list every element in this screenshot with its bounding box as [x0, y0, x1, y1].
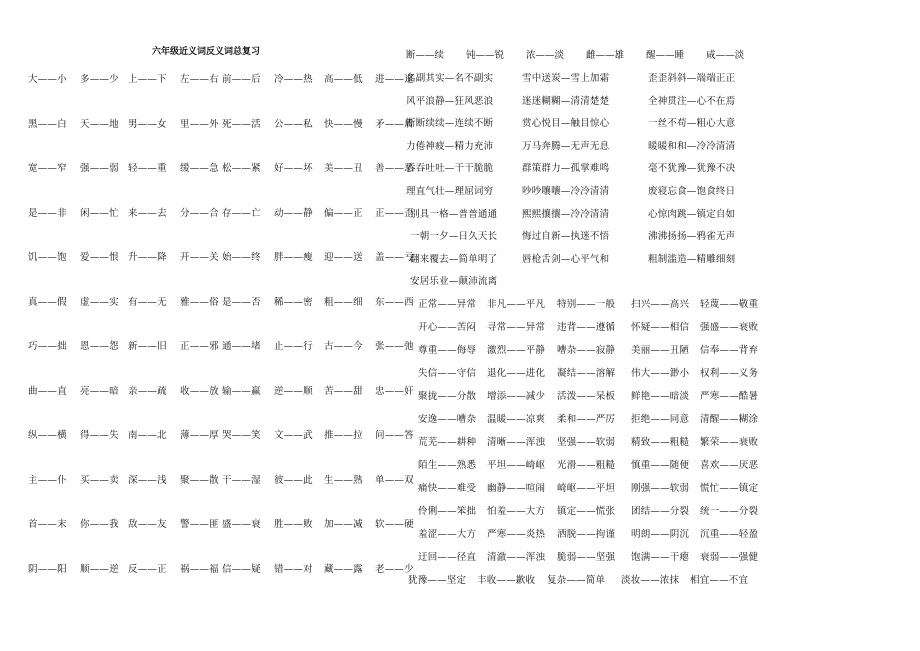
- word-pair: 繁荣——衰败: [700, 437, 759, 448]
- antonym-pair: 深——浅: [128, 474, 167, 486]
- antonym-pair: 盛——衰: [222, 519, 261, 530]
- antonym-pair: 买——卖: [80, 474, 119, 486]
- antonym-pair: 加——减: [324, 519, 363, 530]
- antonym-pair: 开——关: [180, 252, 219, 263]
- idiom-pair: 歪歪斜斜—端端正正: [648, 73, 736, 84]
- antonym-pair: 咸——淡: [706, 50, 745, 61]
- antonym-pair: 正——邪: [180, 341, 219, 352]
- antonym-pair: 阴——阳: [28, 563, 67, 575]
- idiom-pair: 雪中送炭—雪上加霜: [522, 73, 610, 84]
- idiom-pair: 一丝不苟—粗心大意: [648, 118, 736, 130]
- antonym-pair: 古——今: [324, 341, 363, 352]
- idiom-pair: 翻来覆去—简单明了: [410, 253, 498, 265]
- word-pair: 相宜——不宜: [690, 575, 749, 586]
- word-pair: 怕羞——大方: [487, 506, 546, 517]
- idiom-pair: 理直气壮—理屈词穷: [406, 186, 494, 197]
- antonym-pair: 矛——盾: [375, 118, 414, 130]
- idiom-pair: 暖暖和和—冷冷清清: [648, 140, 736, 152]
- antonym-pair: 祸——福: [180, 563, 219, 575]
- antonym-pair: 张——弛: [375, 341, 414, 352]
- antonym-pair: 冷——热: [274, 74, 313, 85]
- idiom-pair: 一朝一夕—日久天长: [410, 231, 498, 243]
- word-pair: 沉重——轻盈: [700, 529, 759, 540]
- antonym-pair: 推——拉: [324, 430, 363, 441]
- antonym-pair: 忠——奸: [375, 385, 414, 397]
- word-pair: 坚强——软弱: [557, 437, 616, 448]
- antonym-pair: 收——放: [180, 385, 219, 397]
- antonym-pair: 顺——逆: [80, 563, 119, 575]
- antonym-pair: 东——西: [375, 296, 414, 308]
- antonym-pair: 通——堵: [222, 341, 261, 352]
- word-pair: 非凡——平凡: [487, 299, 546, 310]
- word-pair: 失信——守信: [418, 368, 477, 379]
- idiom-pair: 熙熙攘攘—冷冷清清: [522, 208, 610, 220]
- word-pair: 洒脱——拘谨: [557, 529, 616, 540]
- word-pair: 荒芜——耕种: [418, 437, 477, 448]
- word-pair: 清澈——浑浊: [487, 552, 546, 563]
- word-pair: 嘈杂——寂静: [557, 345, 616, 356]
- word-pair: 强盛——衰败: [700, 322, 759, 333]
- antonym-pair: 巧——拙: [28, 341, 67, 352]
- antonym-pair: 粗——细: [324, 296, 363, 308]
- word-pair: 安逸——嘈杂: [418, 414, 477, 425]
- antonym-pair: 盖——亏: [375, 252, 414, 263]
- antonym-pair: 聚——散: [180, 474, 219, 486]
- idiom-pair: 唇枪舌剑—心平气和: [522, 253, 610, 265]
- word-pair: 慎重——随便: [631, 460, 690, 471]
- word-pair: 伶俐——笨拙: [418, 506, 477, 517]
- antonym-pair: 宽——窄: [28, 163, 67, 174]
- word-pair: 信奉——背弃: [700, 345, 759, 356]
- antonym-pair: 雅——俗: [180, 296, 219, 308]
- word-pair: 明朗——阴沉: [631, 529, 690, 540]
- word-pair: 幽静——喧闹: [487, 483, 546, 494]
- word-pair: 权利——义务: [700, 368, 759, 379]
- word-pair: 刚强——软弱: [631, 483, 690, 494]
- antonym-pair: 得——失: [80, 430, 119, 441]
- word-pair: 光滑——粗糙: [557, 460, 616, 471]
- antonym-pair: 是——否: [222, 296, 261, 308]
- antonym-pair: 好——坏: [274, 163, 313, 174]
- antonym-pair: 左——右: [180, 74, 219, 85]
- idiom-pair: 赏心悦目—触目惊心: [522, 118, 610, 130]
- word-pair: 团结——分裂: [631, 506, 690, 517]
- word-pair: 凝结——溶解: [557, 368, 616, 379]
- idiom-pair: 毫不犹豫—犹豫不决: [648, 163, 736, 175]
- antonym-pair: 动——静: [274, 207, 313, 219]
- idiom-pair: 群策群力—孤掌难鸣: [522, 163, 610, 175]
- idiom-pair: 废寝忘食—饱食终日: [648, 186, 736, 197]
- word-pair: 衰弱——强健: [700, 552, 759, 563]
- word-pair: 迂回——径直: [418, 552, 477, 563]
- antonym-pair: 多——少: [80, 74, 119, 85]
- antonym-pair: 文——武: [274, 430, 313, 441]
- antonym-pair: 饥——饱: [28, 252, 67, 263]
- idiom-pair: 风平浪静—狂风恶浪: [406, 95, 494, 107]
- antonym-pair: 迎——送: [324, 252, 363, 263]
- antonym-pair: 恩——怨: [80, 341, 119, 352]
- antonym-pair: 天——地: [80, 118, 119, 130]
- antonym-pair: 爱——恨: [80, 252, 119, 263]
- antonym-pair: 真——假: [28, 296, 67, 308]
- word-pair: 特别——一般: [557, 299, 616, 310]
- antonym-pair: 醒——睡: [646, 50, 685, 61]
- antonym-pair: 强——弱: [80, 163, 119, 174]
- antonym-pair: 薄——厚: [180, 430, 219, 441]
- word-pair: 清晰——浑浊: [487, 437, 546, 448]
- word-pair: 退化——进化: [487, 368, 546, 379]
- word-pair: 拒绝——同意: [631, 414, 690, 425]
- word-pair: 严寒——炎热: [487, 529, 546, 540]
- antonym-pair: 主——仆: [28, 474, 67, 486]
- antonym-pair: 雌——雄: [586, 50, 625, 61]
- antonym-pair: 错——对: [274, 563, 313, 575]
- word-pair: 清醒——糊涂: [700, 414, 759, 425]
- word-pair: 羞涩——大方: [418, 529, 477, 540]
- antonym-pair: 藏——露: [324, 563, 363, 575]
- word-pair: 伟大——渺小: [631, 368, 690, 379]
- antonym-pair: 前——后: [222, 74, 261, 85]
- antonym-pair: 有——无: [128, 296, 167, 308]
- antonym-pair: 轻——重: [128, 163, 167, 174]
- word-pair: 温暖——凉爽: [487, 414, 546, 425]
- word-pair: 寻常——异常: [487, 322, 546, 333]
- word-pair: 开心——苦闷: [418, 322, 477, 333]
- antonym-pair: 高——低: [324, 74, 363, 85]
- word-pair: 崎岖——平坦: [557, 483, 616, 494]
- antonym-pair: 里——外: [180, 118, 219, 130]
- idiom-pair: 吵吵嚷嚷—冷冷清清: [522, 186, 610, 197]
- idiom-pair: 安居乐业—颠沛流离: [410, 276, 498, 288]
- idiom-pair: 全神贯注—心不在焉: [648, 95, 736, 107]
- word-pair: 怀疑——相信: [631, 322, 690, 333]
- antonym-pair: 上——下: [128, 74, 167, 85]
- word-pair: 鲜艳——暗淡: [631, 391, 690, 402]
- antonym-pair: 缓——急: [180, 163, 219, 174]
- antonym-pair: 输——赢: [222, 385, 261, 397]
- antonym-pair: 断——续: [406, 50, 445, 61]
- antonym-pair: 警——匪: [180, 519, 219, 530]
- word-pair: 正常——异常: [418, 299, 477, 310]
- antonym-pair: 大——小: [28, 74, 67, 85]
- antonym-pair: 升——降: [128, 252, 167, 263]
- word-pair: 丰收——歉收: [477, 575, 536, 586]
- antonym-pair: 首——末: [28, 519, 67, 530]
- antonym-pair: 黑——白: [28, 118, 67, 130]
- antonym-pair: 快——慢: [324, 118, 363, 130]
- idiom-pair: 心惊肉跳—镇定自如: [648, 208, 736, 220]
- antonym-pair: 亮——暗: [80, 385, 119, 397]
- antonym-pair: 苦——甜: [324, 385, 363, 397]
- antonym-pair: 松——紧: [222, 163, 261, 174]
- antonym-pair: 老——少: [375, 563, 414, 575]
- antonym-pair: 胜——败: [274, 519, 313, 530]
- antonym-pair: 问——答: [375, 430, 414, 441]
- word-pair: 痛快——难受: [418, 483, 477, 494]
- antonym-pair: 软——硬: [375, 519, 414, 530]
- antonym-pair: 浓——淡: [526, 50, 565, 61]
- word-pair: 轻蔑——敬重: [700, 299, 759, 310]
- antonym-pair: 始——终: [222, 252, 261, 263]
- antonym-pair: 信——疑: [222, 563, 261, 575]
- idiom-pair: 悔过自新—执迷不悟: [522, 231, 610, 243]
- antonym-pair: 分——合: [180, 207, 219, 219]
- antonym-pair: 稀——密: [274, 296, 313, 308]
- antonym-pair: 南——北: [128, 430, 167, 441]
- antonym-pair: 来——去: [128, 207, 167, 219]
- word-pair: 统一——分裂: [700, 506, 759, 517]
- antonym-pair: 钝——锐: [466, 50, 505, 61]
- word-pair: 扫兴——高兴: [631, 299, 690, 310]
- idiom-pair: 万马奔腾—无声无息: [522, 140, 610, 152]
- word-pair: 慌忙——镇定: [700, 483, 759, 494]
- antonym-pair: 死——活: [222, 118, 261, 130]
- word-pair: 陌生——熟悉: [418, 460, 477, 471]
- antonym-pair: 单——双: [375, 474, 414, 486]
- word-pair: 犹豫——坚定: [408, 575, 467, 586]
- word-pair: 平坦——崎岖: [487, 460, 546, 471]
- antonym-pair: 进——退: [375, 74, 414, 85]
- antonym-pair: 善——恶: [375, 163, 414, 174]
- antonym-pair: 曲——直: [28, 385, 67, 397]
- right-top-row: [406, 47, 766, 61]
- word-pair: 尊重——侮辱: [418, 345, 477, 356]
- word-pair: 淡妆——浓抹: [621, 575, 680, 586]
- word-pair: 违背——遵循: [557, 322, 616, 333]
- antonym-pair: 哭——笑: [222, 430, 261, 441]
- antonym-pair: 美——丑: [324, 163, 363, 174]
- idiom-pair: 断断续续—连续不断: [406, 118, 494, 130]
- idiom-pair: 力倦神疲—精力充沛: [406, 140, 494, 152]
- antonym-pair: 存——亡: [222, 207, 261, 219]
- antonym-pair: 敌——友: [128, 519, 167, 530]
- antonym-pair: 纵——横: [28, 430, 67, 441]
- antonym-pair: 男——女: [128, 118, 167, 130]
- word-pair: 聚拢——分散: [418, 391, 477, 402]
- idiom-pair: 别具一格—普普通通: [410, 208, 498, 220]
- word-pair: 复杂——简单: [547, 575, 606, 586]
- page-title: 六年级近义词反义词总复习: [152, 47, 261, 57]
- antonym-pair: 干——湿: [222, 474, 261, 486]
- antonym-pair: 正——歪: [375, 207, 414, 219]
- antonym-pair: 虚——实: [80, 296, 119, 308]
- antonym-pair: 新——旧: [128, 341, 167, 352]
- word-pair: 饱满——干瘪: [631, 552, 690, 563]
- idiom-pair: 吞吞吐吐—干干脆脆: [406, 163, 494, 175]
- antonym-pair: 止——行: [274, 341, 313, 352]
- antonym-pair: 闲——忙: [80, 207, 119, 219]
- antonym-pair: 你——我: [80, 519, 119, 530]
- antonym-pair: 胖——瘦: [274, 252, 313, 263]
- word-pair: 脆弱——坚强: [557, 552, 616, 563]
- idiom-pair: 粗制滥造—精雕细刻: [648, 253, 736, 265]
- word-pair: 喜欢——厌恶: [700, 460, 759, 471]
- word-pair: 镇定——慌张: [557, 506, 616, 517]
- antonym-pair: 彼——此: [274, 474, 313, 486]
- idiom-pair: 名副其实—名不副实: [406, 73, 494, 84]
- antonym-pair: 是——非: [28, 207, 67, 219]
- word-pair: 严寒——酷暑: [700, 391, 759, 402]
- word-pair: 增添——减少: [487, 391, 546, 402]
- word-pair: 激烈——平静: [487, 345, 546, 356]
- antonym-pair: 生——熟: [324, 474, 363, 486]
- word-pair: 精致——粗糙: [631, 437, 690, 448]
- antonym-pair: 亲——疏: [128, 385, 167, 397]
- antonym-pair: 逆——顺: [274, 385, 313, 397]
- idiom-pair: 沸沸扬扬—鸦雀无声: [648, 231, 736, 243]
- antonym-pair: 反——正: [128, 563, 167, 575]
- word-pair: 柔和——严厉: [557, 414, 616, 425]
- idiom-pair: 迷迷糊糊—清清楚楚: [522, 95, 610, 107]
- word-pair: 活泼——呆板: [557, 391, 616, 402]
- word-pair: 美丽——丑陋: [631, 345, 690, 356]
- antonym-pair: 偏——正: [324, 207, 363, 219]
- antonym-pair: 公——私: [274, 118, 313, 130]
